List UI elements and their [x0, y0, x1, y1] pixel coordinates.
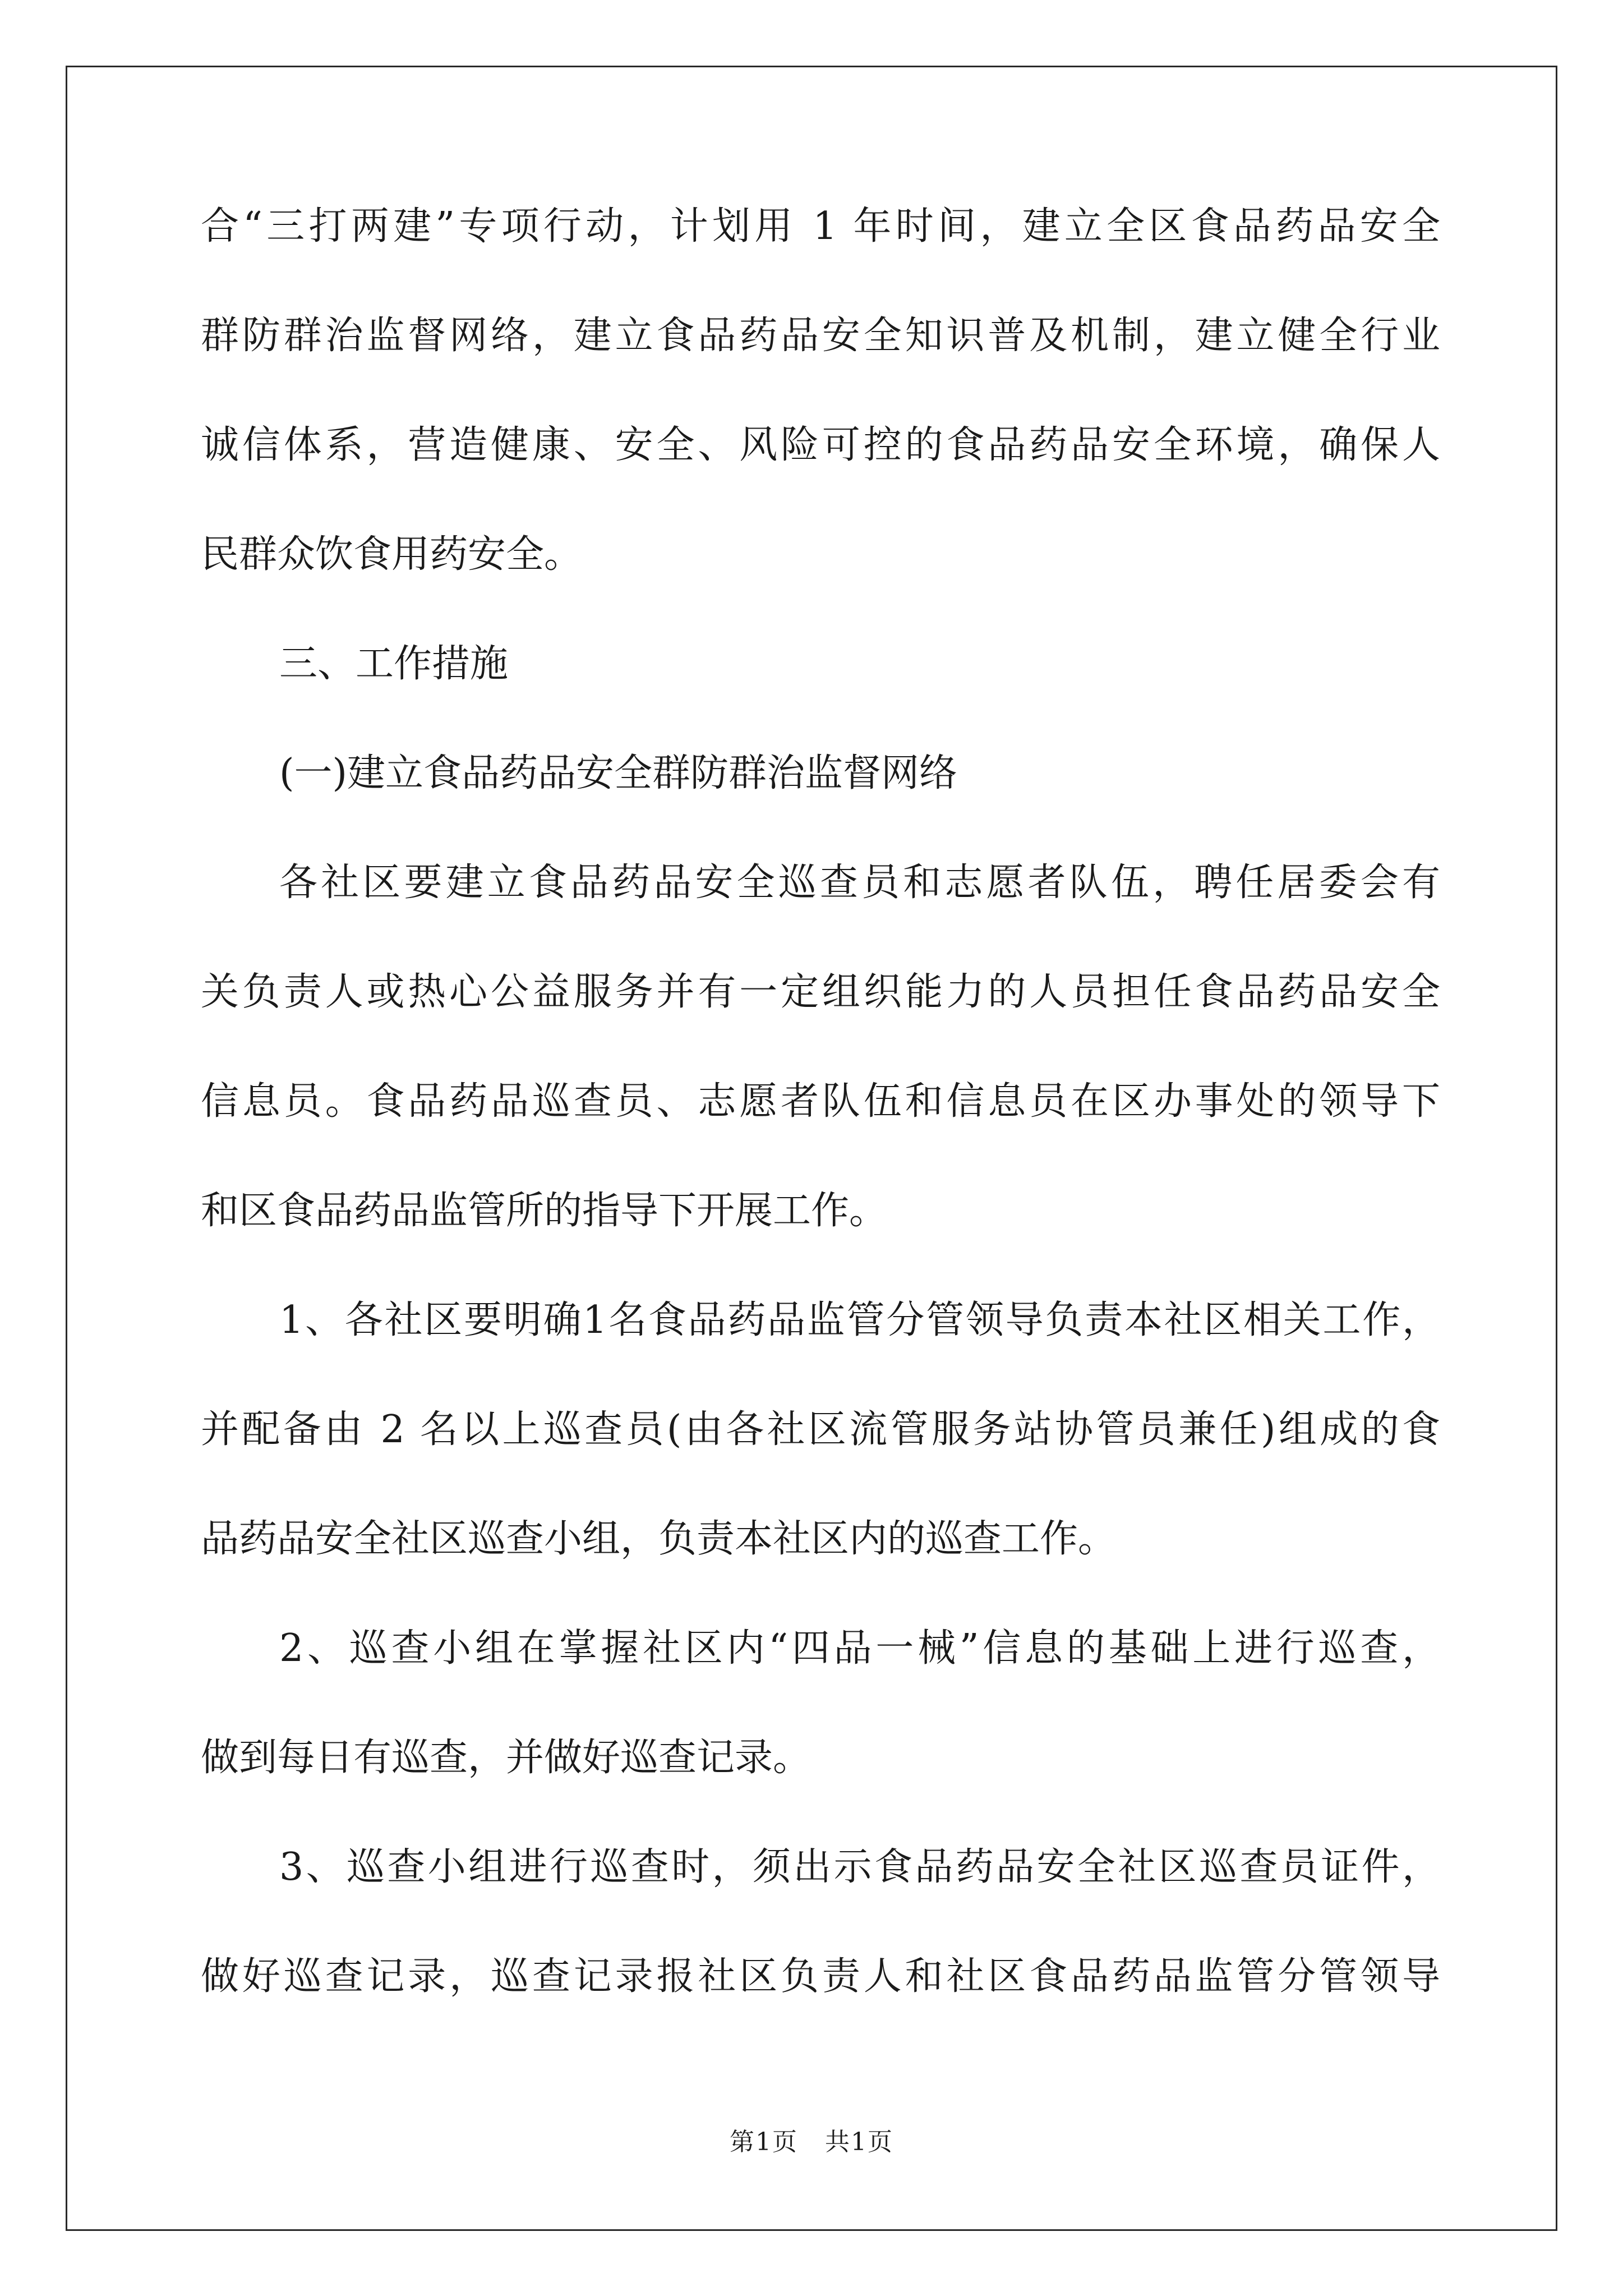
document-body — [201, 204, 1440, 2067]
page-total: 共1页 — [825, 2128, 893, 2156]
text-line: 做到每日有巡查，并做好巡查记录。 — [201, 1736, 811, 1780]
section-heading: 三、工作措施 — [279, 642, 509, 686]
text-line: 民群众饮食用药安全。 — [201, 532, 583, 577]
text-line: 合“三打两建”专项行动，计划用 1 年时间，建立全区食品药品安全 — [201, 204, 1440, 249]
text-line: 并配备由 2 名以上巡查员(由各社区流管服务站协管员兼任)组成的食 — [201, 1407, 1440, 1452]
text-line: 和区食品药品监管所的指导下开展工作。 — [201, 1189, 888, 1233]
text-line: 品药品安全社区巡查小组，负责本社区内的巡查工作。 — [201, 1517, 1117, 1561]
text-line: 1、各社区要明确1名食品药品监管分管领导负责本社区相关工作， — [279, 1298, 1440, 1342]
text-line: 关负责人或热心公益服务并有一定组织能力的人员担任食品药品安全 — [201, 970, 1440, 1014]
text-line: 群防群治监督网络，建立食品药品安全知识普及机制，建立健全行业 — [201, 314, 1440, 358]
subsection-heading: (一)建立食品药品安全群防群治监督网络 — [279, 751, 958, 795]
page-footer — [0, 2122, 1623, 2157]
text-line: 各社区要建立食品药品安全巡查员和志愿者队伍，聘任居委会有 — [279, 861, 1440, 905]
text-line: 诚信体系，营造健康、安全、风险可控的食品药品安全环境，确保人 — [201, 423, 1440, 467]
text-line: 信息员。食品药品巡查员、志愿者队伍和信息员在区办事处的领导下 — [201, 1079, 1440, 1124]
text-line: 2、巡查小组在掌握社区内“四品一械”信息的基础上进行巡查， — [279, 1626, 1440, 1671]
page-number: 第1页 — [730, 2128, 798, 2156]
text-line: 3、巡查小组进行巡查时，须出示食品药品安全社区巡查员证件， — [279, 1845, 1440, 1889]
text-line: 做好巡查记录，巡查记录报社区负责人和社区食品药品监管分管领导 — [201, 1954, 1440, 1999]
